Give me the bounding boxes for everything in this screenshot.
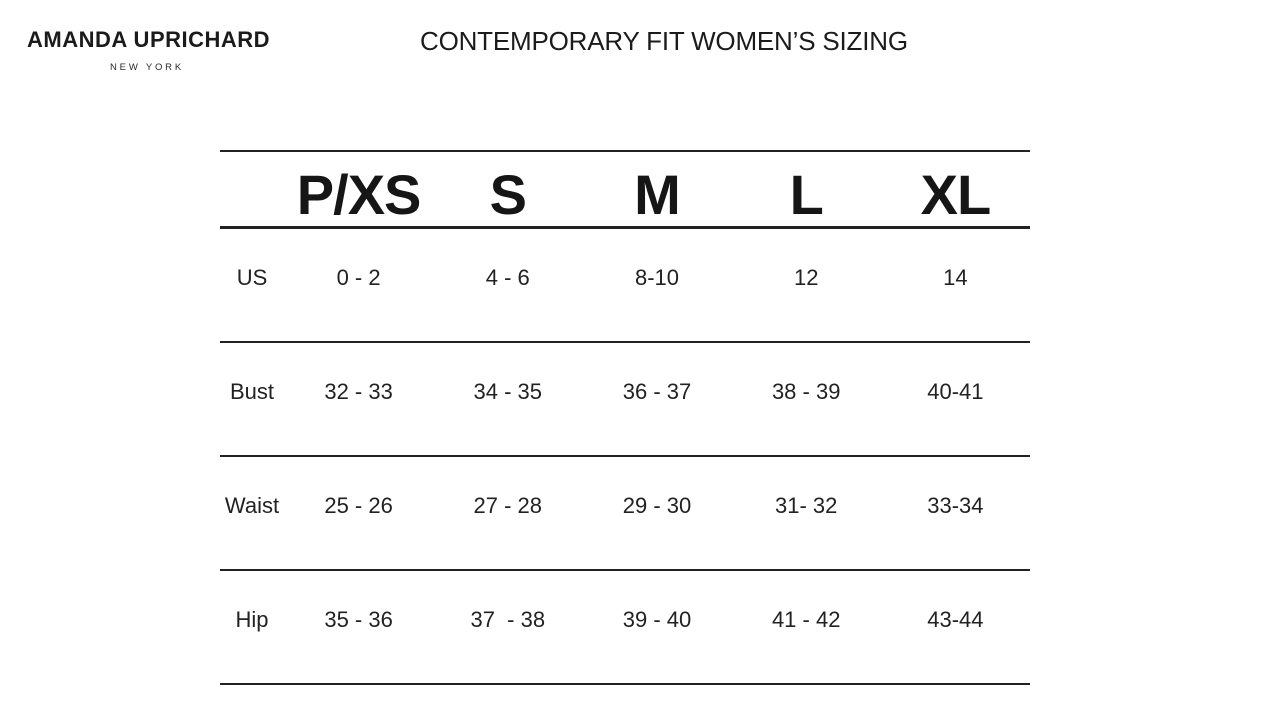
hip-value-pxs: 35 - 36	[324, 607, 393, 632]
corner-cell	[220, 152, 284, 226]
table-row-hip	[220, 571, 1030, 685]
size-col-m: M	[634, 163, 680, 226]
size-col-pxs: P/XS	[296, 163, 421, 226]
waist-value-l: 31- 32	[775, 493, 838, 518]
us-value-l: 12	[793, 265, 819, 290]
size-col-xl: XL	[920, 163, 991, 226]
us-value-xl: 14	[943, 265, 968, 290]
table-row-waist	[220, 457, 1030, 571]
table-row-us	[220, 229, 1030, 343]
us-value-pxs: 0 - 2	[336, 265, 381, 290]
table-row-bust	[220, 343, 1030, 457]
brand-subtitle: NEW YORK	[110, 62, 184, 73]
hip-value-s: 37 - 38	[470, 607, 546, 632]
waist-value-m: 29 - 30	[622, 493, 692, 518]
bust-value-l: 38 - 39	[771, 379, 841, 404]
size-header-row	[220, 152, 1030, 229]
row-label-bust: Bust	[229, 379, 275, 404]
brand-logo	[27, 27, 271, 74]
page-title: CONTEMPORARY FIT WOMEN’S SIZING	[420, 26, 908, 56]
bust-value-m: 36 - 37	[622, 379, 692, 404]
size-col-s: S	[489, 163, 526, 226]
bust-value-xl: 40-41	[927, 379, 984, 404]
hip-value-m: 39 - 40	[622, 607, 692, 632]
row-label-waist: Waist	[224, 493, 280, 518]
row-label-hip: Hip	[235, 607, 269, 632]
size-col-l: L	[789, 163, 823, 226]
waist-value-s: 27 - 28	[473, 493, 543, 518]
bust-value-pxs: 32 - 33	[324, 379, 393, 404]
hip-value-l: 41 - 42	[771, 607, 841, 632]
bust-value-s: 34 - 35	[473, 379, 543, 404]
us-value-s: 4 - 6	[485, 265, 530, 290]
brand-name: AMANDA UPRICHARD	[27, 27, 271, 52]
hip-value-xl: 43-44	[927, 607, 984, 632]
row-label-us: US	[236, 265, 268, 290]
sizing-table	[220, 150, 1030, 685]
us-value-m: 8-10	[634, 265, 680, 290]
waist-value-xl: 33-34	[927, 493, 984, 518]
waist-value-pxs: 25 - 26	[324, 493, 393, 518]
